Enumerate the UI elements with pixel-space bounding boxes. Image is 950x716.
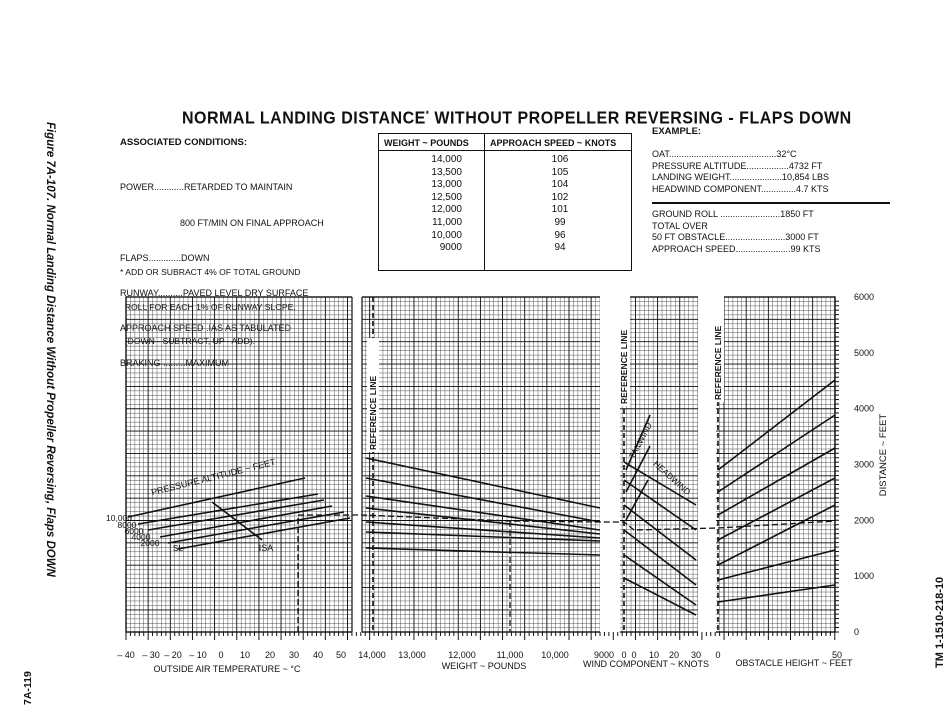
obstacle-guide-line — [718, 380, 835, 470]
reference-line-label: REFERENCE LINE — [713, 325, 723, 400]
x-tick-label: 0 — [631, 650, 637, 660]
x-tick-label: 40 — [312, 650, 324, 660]
example-line: TOTAL OVER — [652, 220, 708, 231]
table-cell-speed: 105 — [551, 166, 569, 178]
x-tick-label: 10,000 — [541, 650, 569, 660]
y-tick-label: 6000 — [854, 292, 875, 302]
x-tick-label: 30 — [690, 650, 702, 660]
condition-line: BRAKING .........MAXIMUM — [120, 357, 230, 368]
x-ticks — [126, 632, 835, 640]
example-line: OAT...........................................32°C — [652, 149, 797, 159]
table-cell-speed: 106 — [551, 154, 569, 165]
table-cell-weight: 11,000 — [432, 216, 462, 228]
y-ticks — [835, 301, 839, 632]
y-tick-label: 5000 — [854, 347, 875, 358]
table-cell-weight: 9000 — [439, 242, 462, 254]
x-tick-label: 0 — [621, 650, 627, 660]
x-tick-label: 11,000 — [496, 650, 524, 660]
table-cell-speed: 99 — [554, 216, 566, 228]
y-tick-label: 0 — [854, 627, 860, 637]
annotation-isa: ISA — [258, 543, 274, 553]
figure-caption: Figure 7A-107. Normal Landing Distance Without Propeller Reversing, Flaps DOWN — [44, 122, 56, 577]
x-axis-label-temperature: OUTSIDE AIR TEMPERATURE ~ °C — [153, 664, 301, 674]
title-part-1: NORMAL LANDING DISTANCE — [182, 109, 426, 129]
example-line: GROUND ROLL ........................1850 FT — [652, 209, 814, 219]
x-tick-label: – 40 — [117, 650, 135, 660]
pressure-altitude-label: 4000 — [131, 532, 151, 542]
condition-line: 800 FT/MIN ON FINAL APPROACH — [120, 217, 324, 228]
table-header-speed: APPROACH SPEED ~ KNOTS — [490, 138, 617, 148]
guide-curves — [128, 380, 835, 615]
condition-line: POWER............RETARDED TO MAINTAIN — [120, 182, 293, 193]
pressure-altitude-label: 2000 — [140, 538, 160, 548]
section-gap — [600, 293, 620, 634]
x-tick-label: – 30 — [142, 650, 160, 660]
y-tick-label: 3000 — [854, 459, 875, 470]
annotation-pressure-altitude: PRESSURE ALTITUDE ~ FEET — [150, 456, 277, 498]
weight-guide-line — [366, 532, 600, 541]
table-cell-weight: 12,500 — [431, 191, 462, 203]
y-tick-label: 2000 — [854, 515, 875, 526]
condition-line: APPROACH SPEED .IAS AS TABULATED — [120, 322, 292, 333]
conditions-heading: ASSOCIATED CONDITIONS: — [120, 137, 248, 148]
pressure-altitude-label: 10,000 — [106, 513, 132, 523]
section-gap — [352, 293, 362, 634]
note-line: * ADD OR SUBRACT 4% OF TOTAL GROUND — [120, 267, 301, 277]
x-tick-label: 9000 — [593, 650, 615, 660]
x-tick-label: 14,000 — [358, 650, 386, 660]
table-cell-speed: 102 — [551, 191, 569, 203]
title-part-2: WITHOUT PROPELLER REVERSING - FLAPS DOWN — [434, 109, 852, 129]
reference-line-label: REFERENCE LINE — [368, 375, 378, 450]
table-header-weight: WEIGHT ~ POUNDS — [384, 138, 469, 148]
x-tick-label: 10 — [648, 650, 660, 660]
example-line: LANDING WEIGHT.....................10,854 LBS — [652, 172, 830, 182]
table-cell-weight: 13,500 — [431, 166, 462, 178]
condition-line: FLAPS.............DOWN — [120, 252, 210, 263]
y-axis-label: DISTANCE ~ FEET — [878, 413, 889, 497]
x-tick-label: 10 — [239, 650, 251, 660]
note-line: ROLL FOR EACH 1% OF RUNWAY SLOPE, — [120, 301, 296, 312]
example-line: 50 FT OBSTACLE........................3000 FT — [652, 232, 819, 242]
example-line: HEADWIND COMPONENT..............4.7 KTS — [652, 183, 829, 194]
pressure-altitude-label: 8000 — [117, 520, 137, 530]
x-tick-label: 12,000 — [448, 650, 476, 660]
table-cell-weight: 13,000 — [431, 179, 462, 191]
page-number: 7A-119 — [22, 671, 34, 705]
title-mark: * — [425, 109, 430, 119]
weight-guide-line — [366, 548, 600, 555]
obstacle-guide-line — [718, 505, 835, 565]
table-cell-weight: 14,000 — [431, 154, 462, 165]
x-tick-label: 50 — [335, 650, 347, 660]
x-tick-label: – 20 — [164, 650, 182, 660]
pressure-altitude-line — [160, 506, 332, 537]
y-tick-label: 4000 — [854, 403, 875, 414]
pressure-altitude-label: SL — [172, 543, 184, 553]
x-tick-label: 30 — [288, 650, 300, 660]
x-tick-label: 50 — [831, 650, 843, 660]
example-line: PRESSURE ALTITUDE.................4732 FT — [652, 160, 823, 171]
pressure-altitude-label: 6000 — [124, 526, 144, 536]
condition-line: RUNWAY..........PAVED LEVEL DRY SURFACE — [120, 287, 309, 298]
obstacle-guide-line — [718, 478, 835, 540]
annotation-headwind: HEADWIND — [651, 458, 693, 497]
table-cell-speed: 94 — [554, 242, 566, 254]
x-axis-label-wind: WIND COMPONENT ~ KNOTS — [582, 659, 710, 669]
note-line: (DOWN - SUBTRACT, UP - ADD). — [120, 336, 255, 346]
example-line: APPROACH SPEED......................99 KTS — [652, 243, 821, 254]
x-axis-label-obstacle: OBSTACLE HEIGHT ~ FEET — [735, 658, 853, 668]
x-tick-label: – 10 — [189, 650, 207, 660]
table-cell-speed: 104 — [551, 179, 569, 191]
x-tick-label: 20 — [264, 650, 276, 660]
x-tick-label: 0 — [218, 650, 224, 660]
table-cell-weight: 10,000 — [431, 229, 462, 241]
y-tick-label: 1000 — [854, 571, 875, 582]
example-heading: EXAMPLE: — [652, 126, 702, 137]
x-tick-label: 20 — [668, 650, 680, 660]
table-cell-speed: 96 — [554, 229, 566, 241]
table-cell-speed: 101 — [551, 204, 569, 216]
table-cell-weight: 12,000 — [431, 204, 462, 216]
annotation-tailwind: TAILWIND — [626, 420, 655, 461]
x-tick-label: 0 — [715, 650, 721, 660]
doc-number: TM 1-1510-218-10 — [934, 576, 946, 668]
x-tick-label: 13,000 — [398, 650, 426, 660]
reference-line-label: REFERENCE LINE — [619, 329, 629, 404]
x-axis-label-weight: WEIGHT ~ POUNDS — [441, 661, 527, 671]
pressure-altitude-line — [148, 500, 324, 530]
headwind-line — [624, 555, 696, 605]
